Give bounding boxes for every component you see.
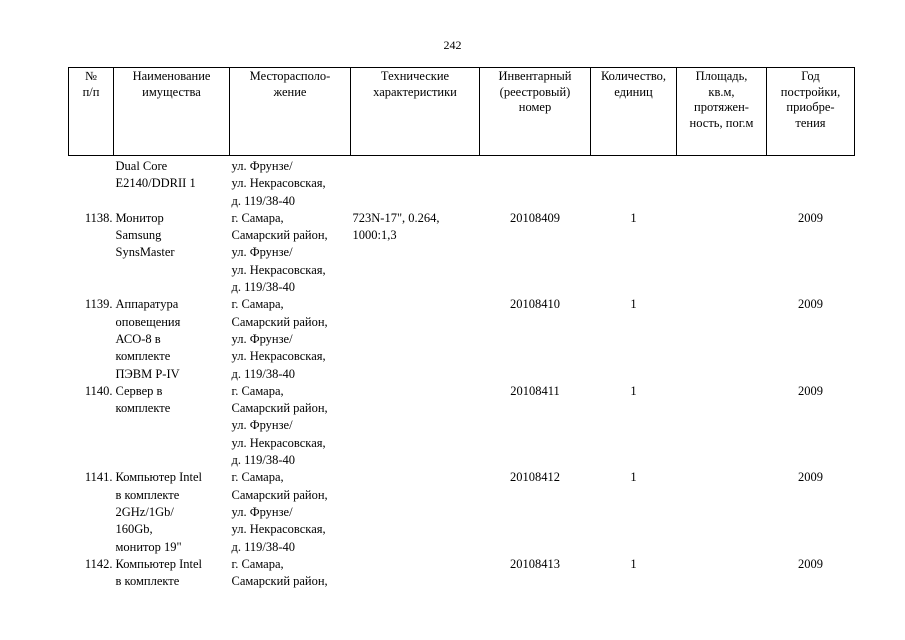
cell-num: 1141. bbox=[84, 470, 113, 485]
header-year: Год постройки, приобре- тения bbox=[767, 68, 855, 156]
cell-specs bbox=[351, 469, 480, 555]
cell-area bbox=[677, 556, 767, 591]
cell-quantity: 1 bbox=[630, 297, 637, 312]
header-area: Площадь, кв.м, протяжен- ность, пог.м bbox=[677, 68, 767, 156]
cell-inventory: 20108410 bbox=[510, 297, 560, 312]
table-body bbox=[69, 156, 855, 591]
property-table bbox=[68, 67, 855, 590]
cell-num: 1140. bbox=[84, 383, 113, 398]
cell-inventory: 20108413 bbox=[510, 556, 560, 571]
cell-location: г. Самара, Самарский район, ул. Фрунзе/ ул. Некрасовская, д. 119/38-40 bbox=[231, 470, 328, 554]
cell-area bbox=[677, 156, 767, 210]
cell-name: Аппаратура оповещения АСО-8 в комплекте ПЭВМ P-IV bbox=[115, 297, 181, 381]
header-specs: Технические характеристики bbox=[351, 68, 480, 156]
cell-inventory bbox=[480, 156, 591, 210]
cell-specs bbox=[351, 383, 480, 469]
header-inventory: Инвентарный (реестровый) номер bbox=[480, 68, 591, 156]
cell-location: г. Самара, Самарский район, ул. Фрунзе/ ул. Некрасовская, д. 119/38-40 bbox=[231, 210, 328, 295]
cell-num: 1138. bbox=[84, 210, 113, 225]
header-name: Наименование имущества bbox=[114, 68, 230, 156]
cell-year: 2009 bbox=[798, 210, 823, 225]
cell-num: 1142. bbox=[84, 556, 113, 571]
table-row bbox=[69, 383, 855, 469]
cell-area bbox=[677, 210, 767, 296]
table-header bbox=[69, 68, 855, 156]
cell-inventory: 20108412 bbox=[510, 470, 560, 485]
cell-quantity: 1 bbox=[630, 383, 637, 398]
cell-quantity: 1 bbox=[630, 210, 637, 225]
table-row bbox=[69, 556, 855, 591]
cell-name: Сервер в комплекте bbox=[115, 383, 171, 416]
cell-year: 2009 bbox=[798, 383, 823, 398]
cell-num: 1139. bbox=[84, 297, 113, 312]
cell-specs: 723N-17", 0.264, 1000:1,3 bbox=[352, 210, 440, 243]
cell-area bbox=[677, 296, 767, 382]
cell-area bbox=[677, 469, 767, 555]
cell-year bbox=[767, 156, 855, 210]
header-num: № п/п bbox=[69, 68, 114, 156]
cell-inventory: 20108409 bbox=[510, 210, 560, 225]
cell-name: Dual Core E2140/DDRII 1 bbox=[115, 159, 196, 191]
header-quantity: Количество, единиц bbox=[591, 68, 677, 156]
cell-quantity: 1 bbox=[630, 556, 637, 571]
cell-specs bbox=[351, 296, 480, 382]
cell-name: Компьютер Intel в комплекте bbox=[115, 556, 202, 589]
cell-num bbox=[69, 156, 114, 210]
cell-quantity: 1 bbox=[630, 470, 637, 485]
header-location: Месторасполо- жение bbox=[230, 68, 351, 156]
cell-area bbox=[677, 383, 767, 469]
cell-location: г. Самара, Самарский район, ул. Фрунзе/ ул. Некрасовская, д. 119/38-40 bbox=[231, 297, 328, 381]
cell-name: Компьютер Intel в комплекте 2GHz/1Gb/ 160Gb, монитор 19" bbox=[115, 470, 202, 554]
cell-location: г. Самара, Самарский район, ул. Фрунзе/ ул. Некрасовская, д. 119/38-40 bbox=[231, 383, 328, 468]
cell-name: Монитор Samsung SynsMaster bbox=[115, 210, 175, 260]
cell-quantity bbox=[591, 156, 677, 210]
cell-year: 2009 bbox=[798, 556, 823, 571]
cell-inventory: 20108411 bbox=[510, 383, 560, 398]
table-row bbox=[69, 156, 855, 210]
cell-year: 2009 bbox=[798, 297, 823, 312]
cell-year: 2009 bbox=[798, 470, 823, 485]
cell-location: г. Самара, Самарский район, bbox=[231, 556, 328, 589]
page-number: 242 bbox=[443, 38, 462, 52]
cell-location: ул. Фрунзе/ ул. Некрасовская, д. 119/38-40 bbox=[231, 159, 326, 208]
table-row bbox=[69, 210, 855, 296]
cell-specs bbox=[351, 556, 480, 591]
table-row bbox=[69, 296, 855, 382]
cell-specs bbox=[351, 156, 480, 210]
table-row bbox=[69, 469, 855, 555]
